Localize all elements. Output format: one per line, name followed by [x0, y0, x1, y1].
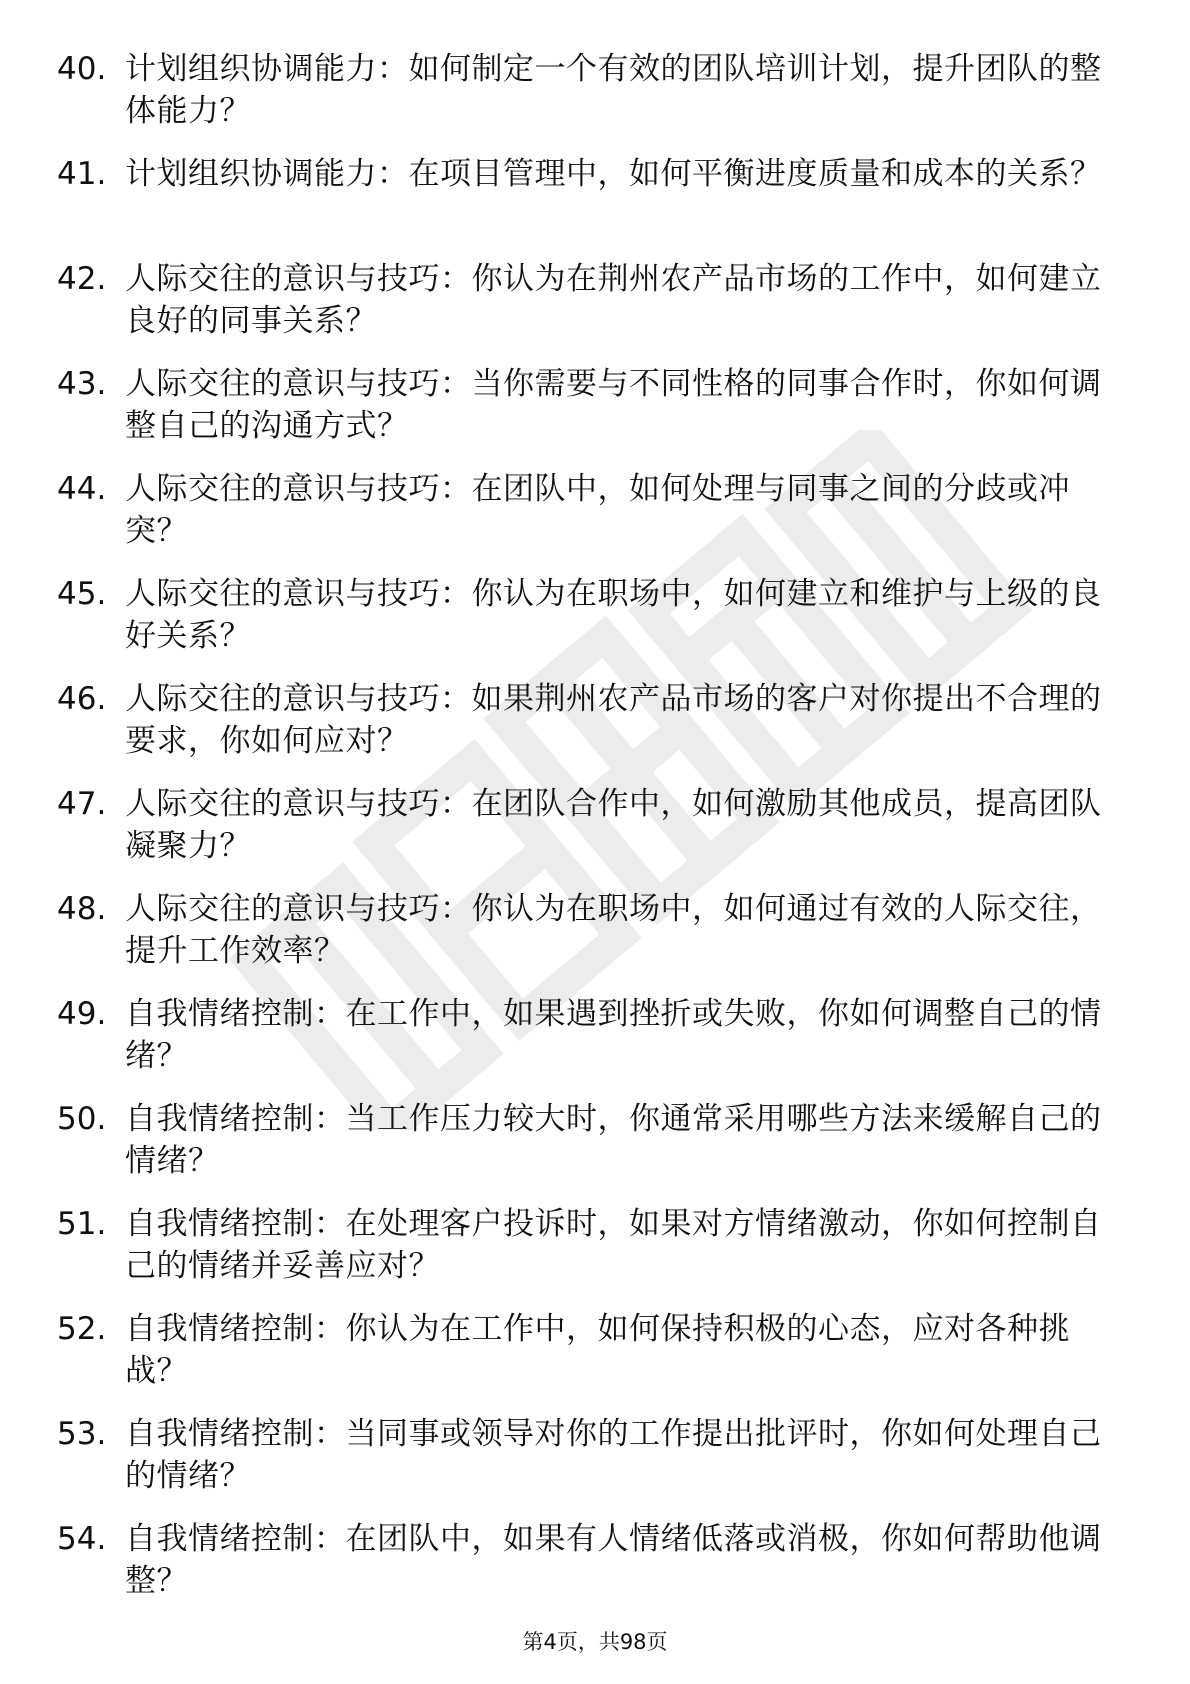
question-number: 47. — [57, 786, 107, 822]
page-footer — [0, 1628, 1190, 1656]
list-item — [57, 783, 1117, 888]
question-text: 自我情绪控制：在团队中，如果有人情绪低落或消极，你如何帮助他调整？ — [125, 1521, 1102, 1599]
list-item — [57, 258, 1117, 363]
question-text: 人际交往的意识与技巧：如果荆州农产品市场的客户对你提出不合理的要求，你如何应对？ — [125, 681, 1102, 759]
question-number: 40. — [57, 51, 107, 87]
question-number: 51. — [57, 1206, 107, 1242]
question-text: 计划组织协调能力：在项目管理中，如何平衡进度质量和成本的关系？ — [125, 156, 1102, 192]
question-text: 人际交往的意识与技巧：在团队中，如何处理与同事之间的分歧或冲突？ — [125, 471, 1070, 549]
question-number: 50. — [57, 1101, 107, 1137]
list-item — [57, 153, 1117, 258]
question-number: 54. — [57, 1521, 107, 1557]
question-number: 53. — [57, 1416, 107, 1452]
question-text: 人际交往的意识与技巧：你认为在职场中，如何通过有效的人际交往，提升工作效率？ — [125, 891, 1102, 969]
list-item — [57, 993, 1117, 1098]
list-item — [57, 48, 1117, 153]
question-number: 43. — [57, 366, 107, 402]
list-item — [57, 1413, 1117, 1518]
page-number-label: 第4页，共98页 — [522, 1630, 668, 1654]
question-text: 自我情绪控制：在工作中，如果遇到挫折或失败，你如何调整自己的情绪？ — [125, 996, 1102, 1074]
question-number: 44. — [57, 471, 107, 507]
list-item — [57, 573, 1117, 678]
question-text: 自我情绪控制：在处理客户投诉时，如果对方情绪激动，你如何控制自己的情绪并妥善应对？ — [125, 1206, 1102, 1284]
list-item — [57, 363, 1117, 468]
question-text: 人际交往的意识与技巧：当你需要与不同性格的同事合作时，你如何调整自己的沟通方式？ — [125, 366, 1102, 444]
list-item — [57, 1308, 1117, 1413]
question-list — [57, 48, 1117, 1623]
list-item — [57, 888, 1117, 993]
question-number: 48. — [57, 891, 107, 927]
question-text: 自我情绪控制：当工作压力较大时，你通常采用哪些方法来缓解自己的情绪？ — [125, 1101, 1102, 1179]
question-number: 42. — [57, 261, 107, 297]
question-text: 计划组织协调能力：如何制定一个有效的团队培训计划，提升团队的整体能力？ — [125, 51, 1102, 129]
list-item — [57, 1518, 1117, 1623]
question-text: 人际交往的意识与技巧：在团队合作中，如何激励其他成员，提高团队凝聚力？ — [125, 786, 1102, 864]
question-text: 自我情绪控制：当同事或领导对你的工作提出批评时，你如何处理自己的情绪？ — [125, 1416, 1102, 1494]
list-item — [57, 1203, 1117, 1308]
list-item — [57, 678, 1117, 783]
question-number: 52. — [57, 1311, 107, 1347]
question-number: 41. — [57, 156, 107, 192]
question-number: 46. — [57, 681, 107, 717]
question-text: 自我情绪控制：你认为在工作中，如何保持积极的心态，应对各种挑战？ — [125, 1311, 1070, 1389]
question-number: 45. — [57, 576, 107, 612]
question-text: 人际交往的意识与技巧：你认为在职场中，如何建立和维护与上级的良好关系？ — [125, 576, 1102, 654]
list-item — [57, 468, 1117, 573]
list-item — [57, 1098, 1117, 1203]
question-text: 人际交往的意识与技巧：你认为在荆州农产品市场的工作中，如何建立良好的同事关系？ — [125, 261, 1102, 339]
question-number: 49. — [57, 996, 107, 1032]
